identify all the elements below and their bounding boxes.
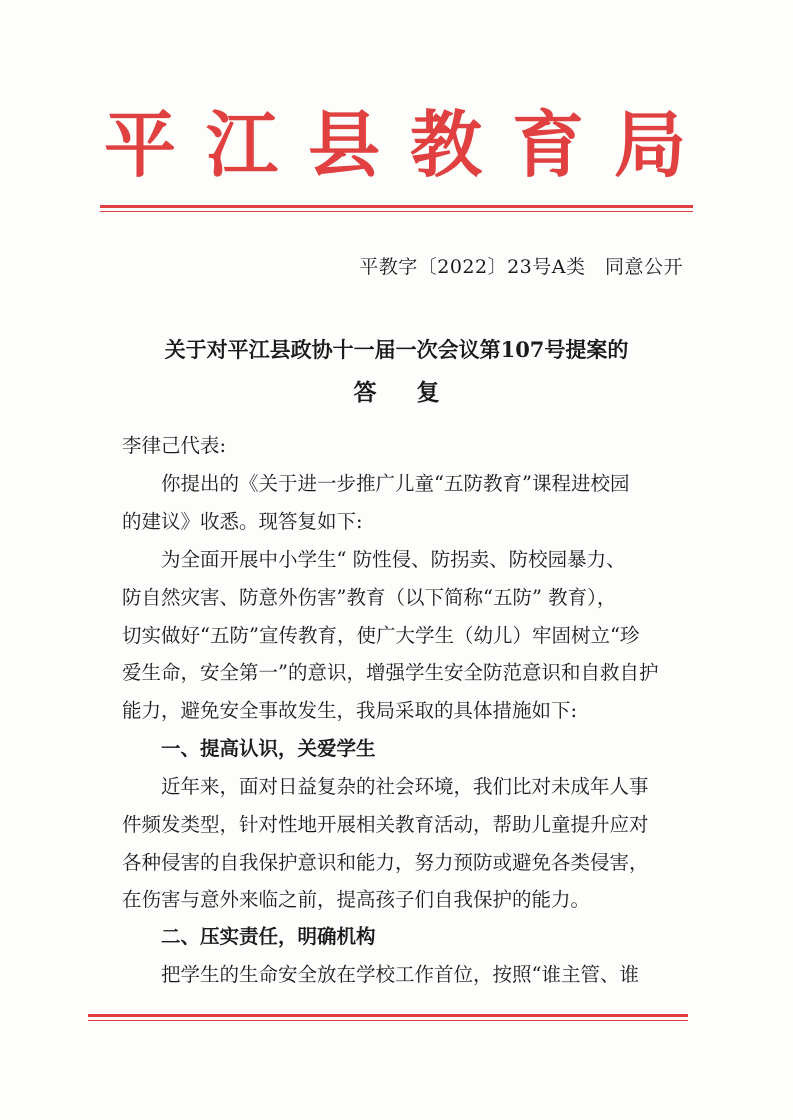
paragraph-line: 爱生命，安全第一”的意识，增强学生安全防范意识和自救自护 [122, 661, 659, 685]
letterhead-char: 江 [205, 102, 278, 187]
letterhead-title [100, 100, 690, 190]
intro-paragraph [122, 465, 687, 541]
letterhead-char: 教 [409, 102, 482, 187]
section-heading-1: 一、提高认识，关爱学生 [161, 737, 376, 760]
footer-divider [88, 1014, 688, 1021]
letterhead-char: 县 [307, 102, 380, 187]
paragraph-line: 近年来，面对日益复杂的社会环境，我们比对未成年人事 [161, 775, 649, 798]
paragraph-line: 各种侵害的自我保护意识和能力，努力预防或避免各类侵害， [122, 850, 649, 874]
paragraph-line: 你提出的《关于进一步推广儿童“五防教育”课程进校园 [161, 472, 630, 495]
paragraph-line: 把学生的生命安全放在学校工作首位，按照“谁主管、谁 [161, 963, 639, 986]
paragraph-line: 件频发类型，针对性地开展相关教育活动，帮助儿童提升应对 [122, 812, 649, 836]
section2-paragraph [122, 956, 687, 994]
letterhead-char: 育 [511, 102, 584, 187]
letterhead-divider [100, 205, 693, 212]
paragraph-line: 能力，避免安全事故发生，我局采取的具体措施如下: [122, 699, 578, 723]
section1-paragraph [122, 768, 687, 919]
document-title-reply: 答复 [353, 379, 480, 406]
paragraph-line: 为全面开展中小学生“ 防性侵、防拐卖、防校园暴力、 [161, 548, 626, 571]
salutation: 李律己代表: [122, 434, 227, 457]
paragraph-line: 防自然灾害、防意外伤害”教育（以下简称“五防” 教育）， [122, 585, 617, 609]
document-number: 平教字〔2022〕23号A类 同意公开 [359, 256, 683, 278]
paragraph-line: 的建议》收悉。现答复如下: [122, 509, 363, 533]
document-title: 关于对平江县政协十一届一次会议第107号提案的 [164, 337, 629, 362]
section-heading-2: 二、压实责任，明确机构 [161, 925, 376, 948]
measures-paragraph [122, 541, 687, 730]
paragraph-line: 在伤害与意外来临之前，提高孩子们自我保护的能力。 [122, 888, 591, 912]
letterhead-char: 平 [103, 102, 176, 187]
letterhead-char: 局 [613, 102, 686, 187]
paragraph-line: 切实做好“五防”宣传教育，使广大学生（幼儿）牢固树立“珍 [122, 623, 640, 647]
